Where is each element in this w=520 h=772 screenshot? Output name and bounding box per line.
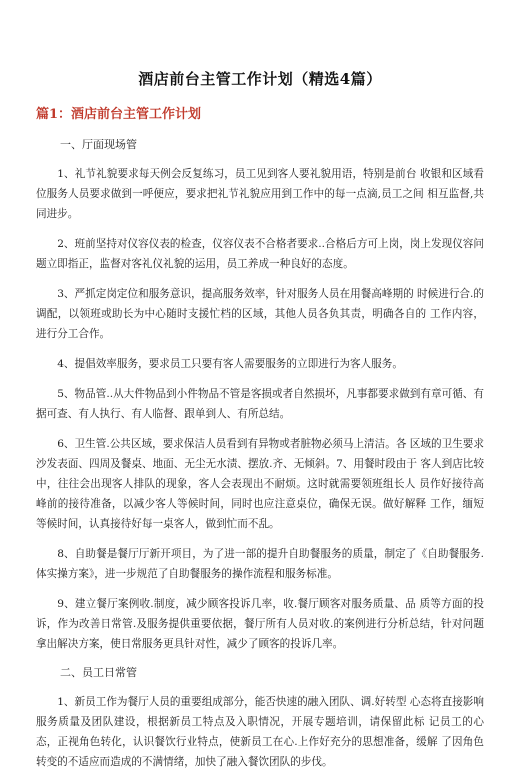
sub-heading-staff-management: 二、员工日常管 (60, 666, 137, 679)
paragraph: 5、物品管..从大件物品到小件物品不管是客损或者自然损坏，凡事都要求做到有章可循、有据可查、有人执行、有人临督、跟单到人、有所总结。 (36, 388, 484, 420)
document-title: 酒店前台主管工作计划（精选4篇） (138, 70, 382, 88)
sub-heading-site-management: 一、厅面现场管 (60, 138, 137, 151)
paragraph: 9、建立餐厅案例收.制度，减少顾客投诉几率，收.餐厅顾客对服务质量、品 质等方面的投诉，作为改善日常管.及服务提供重要依据，餐厅所有人员对收.的案例进行分析总结，针对问题拿出解决方案，使日常服务更具针对性，减少了顾客的投诉几率。 (36, 598, 484, 650)
paragraph: 8、自助餐是餐厅厅新开项目，为了进一部的提升自助餐服务的质量，制定了《自助餐服务.体实操方案》，进一步规范了自助餐服务的操作流程和服务标准。 (36, 548, 484, 580)
paragraph: 6、卫生管.公共区域，要求保洁人员看到有异物或者脏物必须马上清洁。各 区域的卫生要求沙发表面、四周及餐桌、地面、无尘无水渍、摆放.齐、无倾斜。7、用餐时段由于 客人到店比较中，往往会出现客人排队的现象，客人会表现出不耐烦。这时就需要领班组长人 员作好接待高峰前的接待准备，以减少客人等候时间，同时也应注意桌位，确保无误。做好解释 工作，缅短等候时间，认真接待好每一桌客人，做到忙而不乱。 (36, 438, 484, 530)
paragraph: 2、班前坚持对仪容仪表的检查，仪容仪表不合格者要求..合格后方可上岗，岗上发现仪容问题立即指正，监督对客礼仪礼貌的运用，员工养成一种良好的态度。 (36, 238, 484, 270)
paragraph: 4、提倡效率服务，要求员工只要有客人需要服务的立即进行为客人服务。 (57, 358, 403, 370)
section-title: 篇1：酒店前台主管工作计划 (36, 107, 202, 122)
paragraph: 3、严抓定岗定位和服务意识，提高服务效率，针对服务人员在用餐高峰期的 时候进行合.的调配，以领班或助长为中心随时支援忙档的区域，其他人员各负其责，明确各自的 工作内容，进行分工合作。 (36, 288, 484, 340)
paragraph: 1、新员工作为餐厅人员的重要组成部分，能否快速的融入团队、调.好转型 心态将直接影响服务质量及团队建设，根据新员工特点及入职情况，开展专题培训，请保留此标 记员工的心态，正视角色转化，认识餐饮行业特点，使新员工在心.上作好充分的思想准备，缓解 了因角色转变的不适应而造成的不满情绪，加快了融入餐饮团队的步伐。 (36, 696, 484, 768)
paragraph: 1、礼节礼貌要求每天例会反复练习，员工见到客人要礼貌用语，特别是前台 收银和区域看位服务人员要求做到一呼便应，要求把礼节礼貌应用到工作中的每一点滴,员工之间 相互监督,共同进步。 (36, 168, 484, 220)
